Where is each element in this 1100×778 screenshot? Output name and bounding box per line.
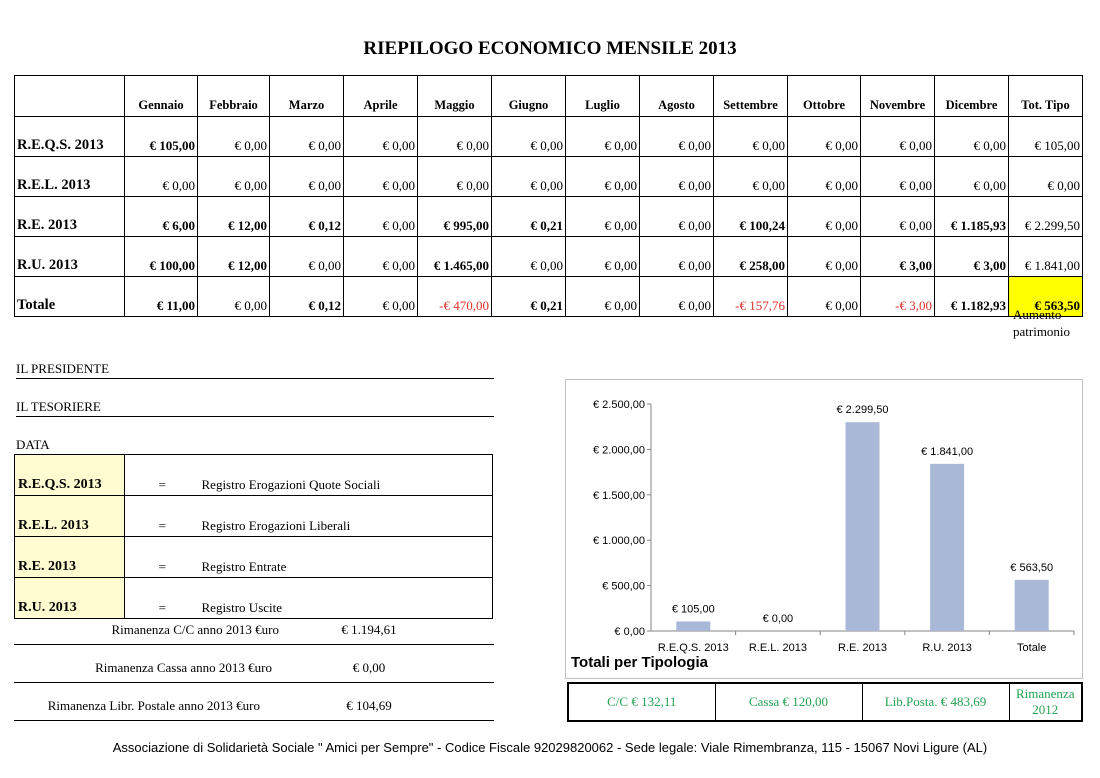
table-cell: € 0,00	[566, 117, 640, 157]
table-row	[15, 277, 1083, 317]
data-label: € 105,00	[671, 603, 715, 616]
table-cell: € 1.465,00	[418, 237, 492, 277]
column-header: Gennaio	[125, 76, 198, 117]
table-row	[15, 157, 1083, 197]
column-header: Maggio	[418, 76, 492, 117]
legend-table	[14, 454, 493, 619]
table-cell: € 6,00	[125, 197, 198, 237]
table-cell: € 100,24	[714, 197, 788, 237]
signature-presidente-label: IL PRESIDENTE	[16, 361, 110, 376]
table-cell: € 0,00	[344, 117, 418, 157]
table-cell: € 11,00	[125, 277, 198, 317]
table-cell: € 0,00	[198, 277, 270, 317]
rimanenza-cassa-value: € 0,00	[352, 660, 386, 675]
table-cell: € 0,00	[1009, 157, 1083, 197]
table-cell: € 0,00	[344, 157, 418, 197]
footer-address: Associazione di Solidarietà Sociale " Amici per Sempre" - Codice Fiscale 92029820062 - Sede legale: Viale Rimembranza, 115 - 15067 Novi Ligure (AL)	[112, 740, 988, 755]
legend-description: Registro Entrate	[200, 537, 493, 578]
column-header: Febbraio	[198, 76, 270, 117]
table-cell: € 0,00	[270, 117, 344, 157]
table-cell: € 0,00	[640, 157, 714, 197]
summary-cc: C/C € 132,11	[568, 683, 715, 721]
table-row	[15, 117, 1083, 157]
table-cell: € 0,00	[714, 117, 788, 157]
table-cell: € 0,00	[566, 157, 640, 197]
legend-code: R.U. 2013	[15, 578, 125, 619]
table-cell: € 0,00	[418, 157, 492, 197]
table-cell: € 0,00	[788, 117, 861, 157]
y-tick-label: € 1.000,00	[593, 535, 645, 548]
totals-by-type-chart	[565, 379, 1083, 679]
column-header: Giugno	[492, 76, 566, 117]
header-corner	[15, 76, 125, 117]
y-tick-label: € 2.000,00	[593, 444, 645, 457]
table-cell: € 0,00	[788, 197, 861, 237]
rimanenza-cassa-row	[14, 645, 494, 683]
legend-equals: =	[125, 496, 200, 537]
row-label: R.E.L. 2013	[15, 157, 125, 197]
table-cell: € 258,00	[714, 237, 788, 277]
table-cell: € 1.182,93	[935, 277, 1009, 317]
rimanenza-cc-row	[14, 607, 494, 645]
signature-tesoriere-label: IL TESORIERE	[16, 399, 101, 414]
table-cell: € 12,00	[198, 237, 270, 277]
table-cell: € 0,21	[492, 277, 566, 317]
table-cell: € 0,00	[492, 237, 566, 277]
table-cell: € 0,21	[492, 197, 566, 237]
table-cell: € 0,00	[566, 277, 640, 317]
aumento-patrimonio-note: Aumento patrimonio	[1013, 307, 1071, 339]
table-cell: € 563,50	[1009, 277, 1083, 317]
column-header: Settembre	[714, 76, 788, 117]
row-label: Totale	[15, 277, 125, 317]
table-cell: € 0,00	[566, 197, 640, 237]
legend-row	[15, 537, 493, 578]
y-tick-label: € 2.500,00	[593, 399, 645, 411]
table-cell: € 105,00	[1009, 117, 1083, 157]
legend-equals: =	[125, 578, 200, 619]
table-cell: € 0,00	[788, 237, 861, 277]
rimanenza-posta-row	[14, 683, 494, 721]
table-cell: € 995,00	[418, 197, 492, 237]
y-tick-label: € 1.500,00	[593, 489, 645, 502]
table-cell: € 0,00	[861, 117, 935, 157]
legend-row	[15, 496, 493, 537]
column-header: Dicembre	[935, 76, 1009, 117]
row-label: R.E. 2013	[15, 197, 125, 237]
legend-row	[15, 455, 493, 496]
table-cell: € 0,00	[492, 157, 566, 197]
row-label: R.U. 2013	[15, 237, 125, 277]
legend-code: R.E.Q.S. 2013	[15, 455, 125, 496]
column-header: Aprile	[344, 76, 418, 117]
table-cell: € 0,00	[714, 157, 788, 197]
signature-presidente-line	[16, 361, 494, 379]
table-cell: € 0,00	[270, 237, 344, 277]
legend-code: R.E.L. 2013	[15, 496, 125, 537]
y-tick-label: € 0,00	[614, 626, 645, 638]
legend-description: Registro Erogazioni Quote Sociali	[200, 455, 493, 496]
table-cell: € 1.185,93	[935, 197, 1009, 237]
table-cell: -€ 470,00	[418, 277, 492, 317]
table-cell: € 0,00	[640, 237, 714, 277]
table-cell: € 2.299,50	[1009, 197, 1083, 237]
table-cell: € 0,00	[788, 157, 861, 197]
table-cell: € 0,00	[492, 117, 566, 157]
data-label: DATA	[16, 437, 50, 452]
column-header: Tot. Tipo	[1009, 76, 1083, 117]
table-cell: -€ 3,00	[861, 277, 935, 317]
table-cell: € 1.841,00	[1009, 237, 1083, 277]
rimanenza-cc-value: € 1.194,61	[341, 622, 397, 637]
table-cell: € 0,12	[270, 197, 344, 237]
table-cell: € 0,00	[198, 117, 270, 157]
table-row	[15, 197, 1083, 237]
table-cell: € 0,00	[935, 157, 1009, 197]
table-cell: € 0,12	[270, 277, 344, 317]
x-tick-label: Totale	[1017, 642, 1047, 654]
table-cell: € 0,00	[640, 277, 714, 317]
chart-bar	[676, 621, 710, 631]
table-cell: € 0,00	[640, 117, 714, 157]
summary-libposta: Lib.Posta. € 483,69	[862, 683, 1009, 721]
x-tick-label: R.E.L. 2013	[748, 642, 807, 654]
data-label: € 2.299,50	[836, 404, 889, 417]
column-header: Luglio	[566, 76, 640, 117]
table-cell: € 0,00	[344, 197, 418, 237]
chart-bar	[930, 464, 964, 631]
data-label: € 0,00	[762, 613, 794, 625]
summary-cassa: Cassa € 120,00	[715, 683, 862, 721]
table-cell: € 0,00	[418, 117, 492, 157]
rimanenza-posta-label: Rimanenza Libr. Postale anno 2013 €uro	[47, 698, 260, 713]
rimanenza-cassa-label: Rimanenza Cassa anno 2013 €uro	[95, 660, 272, 675]
table-header-row	[15, 76, 1083, 117]
table-cell: € 0,00	[788, 277, 861, 317]
chart-svg	[566, 380, 1082, 678]
table-cell: € 0,00	[344, 277, 418, 317]
chart-bar	[1015, 580, 1049, 631]
table-cell: € 0,00	[344, 237, 418, 277]
signature-tesoriere-line	[16, 399, 494, 417]
legend-equals: =	[125, 455, 200, 496]
monthly-summary-table	[14, 75, 1083, 317]
y-tick-label: € 500,00	[602, 580, 645, 593]
rimanenza-cc-label: Rimanenza C/C anno 2013 €uro	[111, 622, 279, 637]
table-row	[15, 237, 1083, 277]
data-label: € 563,50	[1010, 561, 1054, 574]
x-tick-label: R.U. 2013	[922, 642, 972, 654]
column-header: Agosto	[640, 76, 714, 117]
table-cell: € 12,00	[198, 197, 270, 237]
data-label: € 1.841,00	[921, 445, 974, 458]
table-cell: € 0,00	[861, 197, 935, 237]
chart-bar	[846, 422, 880, 631]
x-tick-label: R.E.Q.S. 2013	[657, 642, 729, 654]
x-tick-label: R.E. 2013	[838, 642, 887, 654]
table-cell: € 100,00	[125, 237, 198, 277]
table-cell: € 0,00	[935, 117, 1009, 157]
legend-description: Registro Erogazioni Liberali	[200, 496, 493, 537]
rimanenza-posta-value: € 104,69	[346, 698, 392, 713]
table-cell: € 105,00	[125, 117, 198, 157]
column-header: Ottobre	[788, 76, 861, 117]
rimanenza-2012-summary	[567, 682, 1083, 722]
table-cell: € 0,00	[861, 157, 935, 197]
table-cell: € 0,00	[566, 237, 640, 277]
table-cell: € 0,00	[125, 157, 198, 197]
legend-description: Registro Uscite	[200, 578, 493, 619]
table-cell: € 3,00	[935, 237, 1009, 277]
row-label: R.E.Q.S. 2013	[15, 117, 125, 157]
page-title: RIEPILOGO ECONOMICO MENSILE 2013	[363, 38, 737, 59]
legend-code: R.E. 2013	[15, 537, 125, 578]
table-cell: € 0,00	[640, 197, 714, 237]
table-cell: € 0,00	[270, 157, 344, 197]
chart-title: Totali per Tipologia	[571, 654, 708, 671]
data-line	[16, 437, 494, 454]
summary-rimanenza-2012: Rimanenza 2012	[1009, 683, 1082, 721]
table-cell: € 3,00	[861, 237, 935, 277]
legend-equals: =	[125, 537, 200, 578]
column-header: Novembre	[861, 76, 935, 117]
table-cell: -€ 157,76	[714, 277, 788, 317]
table-cell: € 0,00	[198, 157, 270, 197]
column-header: Marzo	[270, 76, 344, 117]
